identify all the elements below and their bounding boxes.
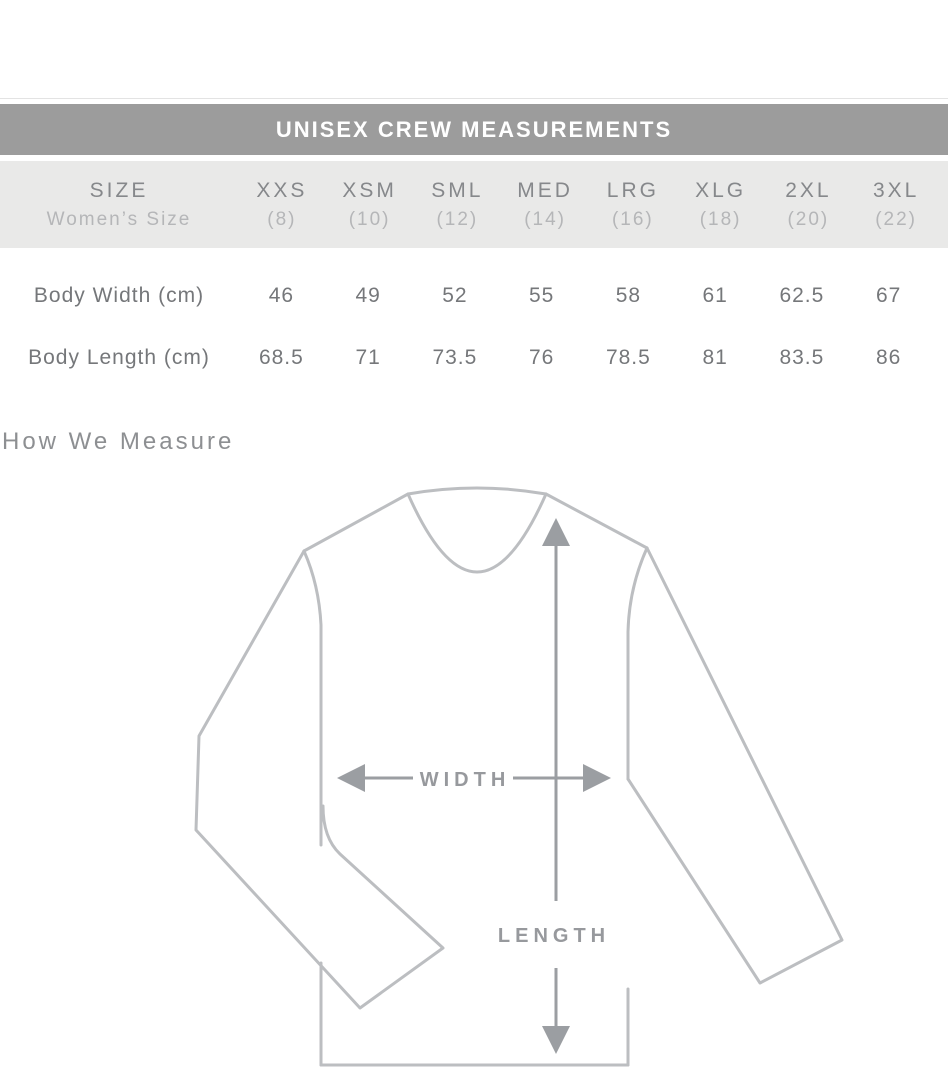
- measurement-label: Body Length (cm): [28, 346, 210, 369]
- shirt-measure-diagram: [0, 460, 948, 1083]
- size-header-row: [0, 179, 940, 203]
- shirt-front-neckline: [408, 494, 546, 572]
- womens-size-cell: (14): [524, 208, 567, 230]
- measurement-value: 81: [702, 346, 728, 369]
- womens-size-cell: (20): [787, 208, 830, 230]
- how-we-measure-heading: How We Measure: [2, 428, 235, 455]
- size-column-header: SIZE: [89, 178, 149, 202]
- measurement-value: 49: [355, 284, 381, 307]
- measurement-value: 83.5: [779, 346, 825, 369]
- size-chart-title: UNISEX CREW MEASUREMENTS: [275, 116, 673, 142]
- size-col: MED: [517, 178, 573, 202]
- womens-size-row: [0, 209, 940, 231]
- measurement-value: 55: [528, 284, 555, 307]
- measurement-value: 52: [442, 284, 468, 307]
- womens-size-cell: (10): [348, 208, 391, 230]
- shirt-back-collar: [408, 488, 546, 494]
- womens-size-cell: (16): [611, 208, 654, 230]
- measurement-value: 76: [528, 346, 555, 369]
- size-col: LRG: [606, 178, 659, 202]
- size-col: XLG: [695, 178, 747, 202]
- size-col: 3XL: [872, 178, 920, 202]
- measurement-value: 71: [355, 346, 381, 369]
- measurement-value: 67: [875, 284, 902, 307]
- size-col: XXS: [256, 178, 308, 202]
- measurement-value: 73.5: [432, 346, 478, 369]
- size-col: XSM: [342, 178, 397, 202]
- womens-size-cell: (12): [436, 208, 479, 230]
- length-arrow-up-head: [542, 518, 570, 546]
- top-divider: [0, 98, 948, 99]
- size-chart-title-bar: [0, 104, 948, 155]
- shirt-left-body-edge: [304, 551, 321, 1065]
- measurement-value: 86: [875, 346, 902, 369]
- measurement-value: 61: [702, 284, 728, 307]
- size-col: SML: [431, 178, 484, 202]
- womens-size-cell: (8): [267, 208, 297, 230]
- measurement-value: 68.5: [258, 346, 304, 369]
- body-width-row: [0, 274, 940, 318]
- measurement-value: 46: [268, 284, 295, 307]
- womens-size-header: Women’s Size: [46, 208, 192, 230]
- measurement-label: Body Width (cm): [33, 284, 205, 307]
- womens-size-cell: (18): [699, 208, 742, 230]
- width-arrow-right-head: [583, 764, 611, 792]
- width-arrow-left-head: [337, 764, 365, 792]
- measurement-value: 58: [615, 284, 642, 307]
- length-arrow-down-head: [542, 1026, 570, 1054]
- measurement-value: 62.5: [779, 284, 825, 307]
- body-length-row: [0, 336, 940, 380]
- length-label: LENGTH: [497, 925, 611, 947]
- size-header-block: [0, 161, 948, 248]
- womens-size-cell: (22): [875, 208, 918, 230]
- width-label: WIDTH: [419, 769, 511, 791]
- shirt-right-sleeve: [628, 548, 842, 983]
- shirt-left-shoulder: [304, 494, 408, 551]
- measurement-value: 78.5: [605, 346, 651, 369]
- size-col: 2XL: [785, 178, 832, 202]
